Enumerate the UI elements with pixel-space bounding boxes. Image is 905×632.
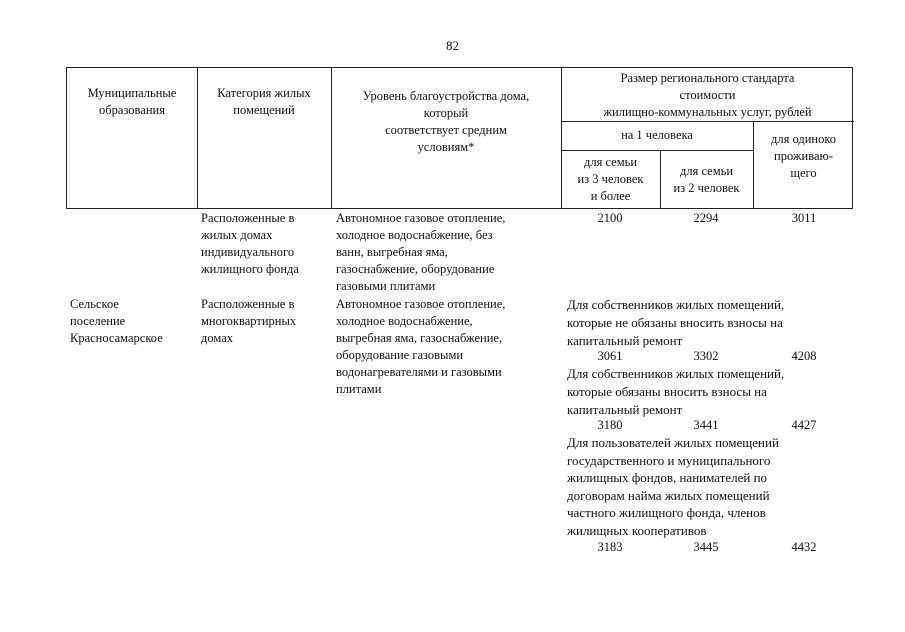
- group2-value-single: 4427: [791, 418, 817, 432]
- group3-value-family2: 3445: [693, 540, 719, 554]
- row2-level: Автономное газовое отопление, холодное водоснабжение, выгребная яма, газоснабжение, оборудование газовыми водонагревателями и газовыми плитами: [336, 297, 506, 396]
- group3-value-single: 4432: [791, 540, 817, 554]
- header-single: для одиноко проживаю- щего: [770, 132, 837, 180]
- table-header: [66, 67, 853, 209]
- row1-value-family2: 2294: [693, 211, 719, 225]
- row1-category: Расположенные в жилых домах индивидуального жилищного фонда: [201, 211, 299, 276]
- group1-value-single: 4208: [791, 349, 817, 363]
- group2-value-family3: 3180: [597, 418, 623, 432]
- row2-municipality: Сельское поселение Красносамарское: [70, 297, 163, 345]
- header-size: Размер регионального стандарта стоимости жилищно-коммунальных услуг, рублей: [603, 71, 812, 119]
- group1-value-family3: 3061: [597, 349, 623, 363]
- group3-value-family3: 3183: [597, 540, 623, 554]
- row2-category: Расположенные в многоквартирных домах: [201, 297, 297, 345]
- row1-level: Автономное газовое отопление, холодное водоснабжение, без ванн, выгребная яма, газоснабжение, оборудование газовыми плитами: [336, 211, 506, 293]
- header-per-person: на 1 человека: [621, 128, 693, 142]
- row1-value-single: 3011: [791, 211, 817, 225]
- group1-value-family2: 3302: [693, 349, 719, 363]
- group3-label: Для пользователей жилых помещений государственного и муниципального жилищных фондов, нанимателей по договорам найма жилых помещений частного жилищного фонда, членов жилищных кооперативов: [567, 435, 779, 538]
- header-family2: для семьи из 2 человек: [673, 164, 740, 195]
- row1-value-family3: 2100: [597, 211, 623, 225]
- group2-value-family2: 3441: [693, 418, 719, 432]
- header-level: Уровень благоустройства дома, который соответствует средним условиям*: [362, 89, 530, 154]
- header-municipality: Муниципальные образования: [87, 86, 177, 117]
- header-family3: для семьи из 3 человек и более: [577, 155, 644, 203]
- page-number: 82: [446, 38, 459, 53]
- group1-label: Для собственников жилых помещений, которые не обязаны вносить взносы на капитальный ремонт: [567, 297, 785, 348]
- header-category: Категория жилых помещений: [217, 86, 311, 117]
- group2-label: Для собственников жилых помещений, которые обязаны вносить взносы на капитальный ремонт: [567, 366, 785, 417]
